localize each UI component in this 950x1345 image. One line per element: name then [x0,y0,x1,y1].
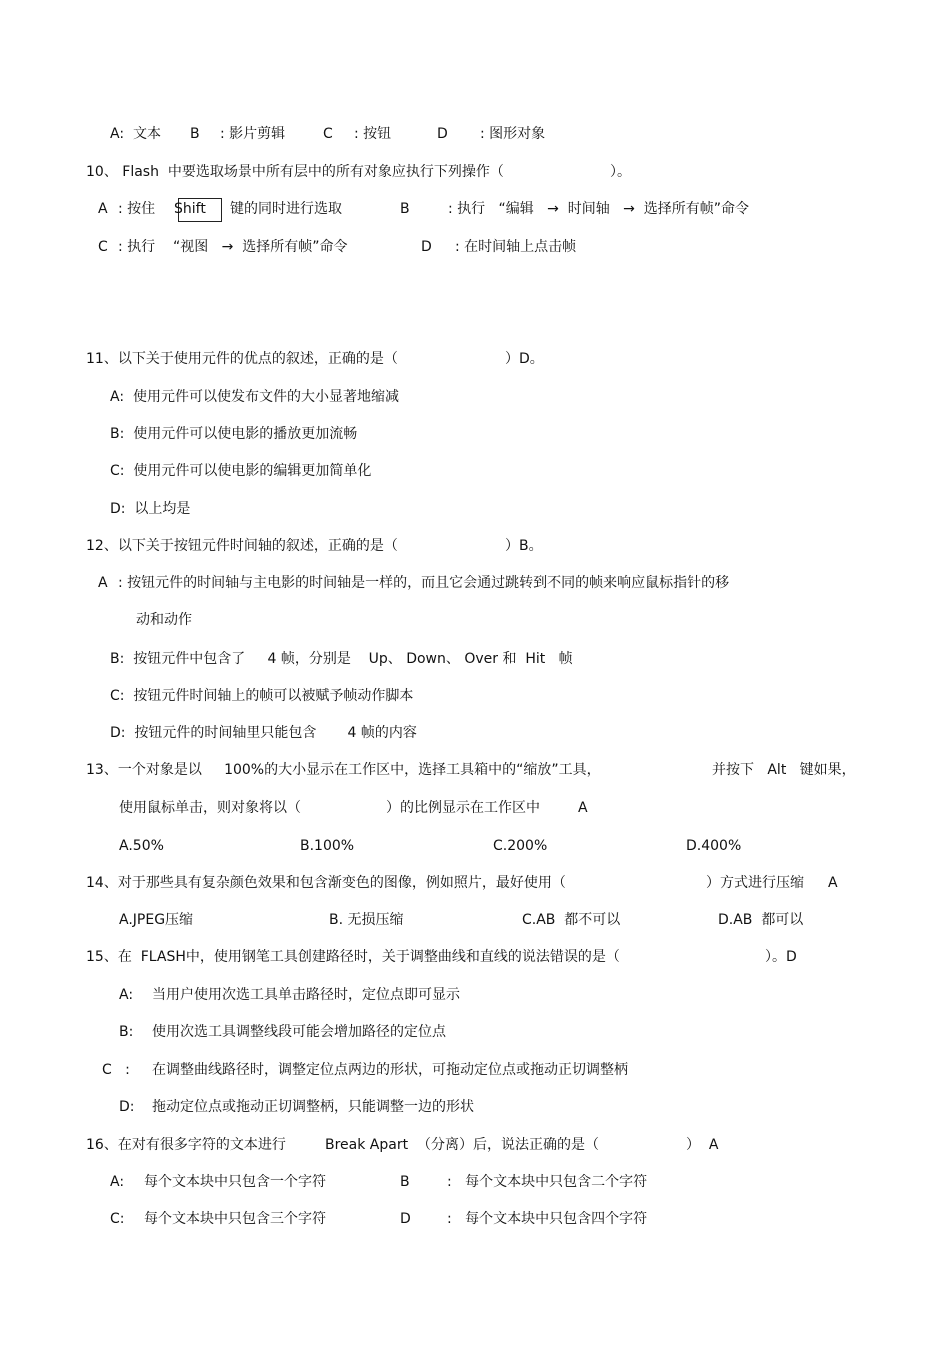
q9-option-d: : 图形对象 [480,126,546,142]
q12-stem-end: ）B。 [505,538,543,554]
q10-option-a-rest: 键的同时进行选取 [230,201,342,217]
q11-option-a: A: 使用元件可以使发布文件的大小显著地缩减 [110,389,399,405]
q16-option-c-label: C: [110,1211,125,1227]
q14-answer: A [828,875,838,891]
q12-option-b: B: 按钮元件中包含了 4 帧，分别是 Up、 Down、 Over 和 Hit 帧 [110,651,573,667]
q12-option-d: D: 按钮元件的时间轴里只能包含 4 帧的内容 [110,725,417,741]
q13-option-a: A.50% [119,838,164,854]
q16-stem: 16、在对有很多字符的文本进行 [86,1137,286,1153]
q15-option-a-label: A: [119,987,134,1003]
q10-option-a: : 按住 [118,201,156,217]
q9-option-c: : 按钮 [354,126,392,142]
q10-stem: 10、 Flash 中要选取场景中所有层中的所有对象应执行下列操作（ [86,164,504,180]
q16-option-b-label: B [400,1174,410,1190]
q16-stem-end: ） A [686,1137,719,1153]
q12-option-a-label: A [98,575,108,591]
q13-option-c: C.200% [493,838,548,854]
q9-option-a: A: 文本 [110,126,161,142]
q16-option-d: : 每个文本块中只包含四个字符 [447,1211,648,1227]
q10-option-a-label: A [98,201,108,217]
q14-option-b: B. 无损压缩 [329,912,404,928]
q15-option-c: 在调整曲线路径时，调整定位点两边的形状，可拖动定位点或拖动正切调整柄 [152,1062,628,1078]
q16-option-a-label: A: [110,1174,125,1190]
q14-stem: 14、对于那些具有复杂颜色效果和包含渐变色的图像，例如照片，最好使用（ [86,875,566,891]
q10-option-c: : 执行 “视图 → 选择所有帧”命令 [118,239,348,255]
q11-option-b: B: 使用元件可以使电影的播放更加流畅 [110,426,358,442]
q10-option-d: : 在时间轴上点击帧 [455,239,577,255]
q10-shift-key: Shift [174,201,206,217]
q15-option-b-label: B: [119,1024,134,1040]
q15-option-d-label: D: [119,1099,135,1115]
q9-option-c-label: C [323,126,333,142]
q9-option-d-label: D [437,126,448,142]
q10-option-c-label: C [98,239,108,255]
q16-option-c: 每个文本块中只包含三个字符 [144,1211,326,1227]
q16-option-d-label: D [400,1211,411,1227]
q15-option-b: 使用次选工具调整线段可能会增加路径的定位点 [152,1024,446,1040]
q16-option-b: : 每个文本块中只包含二个字符 [447,1174,648,1190]
q15-option-d: 拖动定位点或拖动正切调整柄，只能调整一边的形状 [152,1099,474,1115]
q12-option-a: : 按钮元件的时间轴与主电影的时间轴是一样的，而且它会通过跳转到不同的帧来响应鼠标指针的移 [118,575,730,591]
q15-option-c-label: C : [102,1062,130,1078]
q11-option-c: C: 使用元件可以使电影的编辑更加简单化 [110,463,372,479]
q13-stem-line2-end: ）的比例显示在工作区中 [386,800,540,816]
q12-option-a-continued: 动和动作 [136,612,192,628]
q15-option-a: 当用户使用次选工具单击路径时，定位点即可显示 [152,987,460,1003]
q13-option-b: B.100% [300,838,355,854]
q14-option-a: A.JPEG压缩 [119,912,194,928]
q12-stem: 12、以下关于按钮元件时间轴的叙述，正确的是（ [86,538,398,554]
q13-answer: A [578,800,588,816]
q13-stem-line2: 使用鼠标单击，则对象将以（ [119,800,301,816]
q10-option-b-label: B [400,201,410,217]
q12-option-c: C: 按钮元件时间轴上的帧可以被赋予帧动作脚本 [110,688,414,704]
q9-option-b: : 影片剪辑 [220,126,286,142]
q14-option-c: C.AB 都不可以 [522,912,621,928]
q11-option-d: D: 以上均是 [110,501,191,517]
q14-stem-end: ）方式进行压缩 [706,875,804,891]
q16-stem-part2: Break Apart （分离）后，说法正确的是（ [325,1137,599,1153]
q13-stem: 13、一个对象是以 100%的大小显示在工作区中，选择工具箱中的“缩放”工具， [86,762,601,778]
q10-option-b: : 执行 “编辑 → 时间轴 → 选择所有帧”命令 [448,201,749,217]
q16-option-a: 每个文本块中只包含一个字符 [144,1174,326,1190]
q13-stem-part2: 并按下 Alt 键如果， [712,762,856,778]
q14-option-d: D.AB 都可以 [718,912,804,928]
q13-option-d: D.400% [686,838,742,854]
q15-stem-end: ）。D [765,949,797,965]
q11-stem-end: ）D。 [505,351,544,367]
q9-option-b-label: B [190,126,200,142]
q11-stem: 11、以下关于使用元件的优点的叙述，正确的是（ [86,351,398,367]
q10-option-d-label: D [421,239,432,255]
q15-stem: 15、在 FLASH中，使用钢笔工具创建路径时，关于调整曲线和直线的说法错误的是（ [86,949,620,965]
q10-stem-end: ）。 [610,164,631,180]
